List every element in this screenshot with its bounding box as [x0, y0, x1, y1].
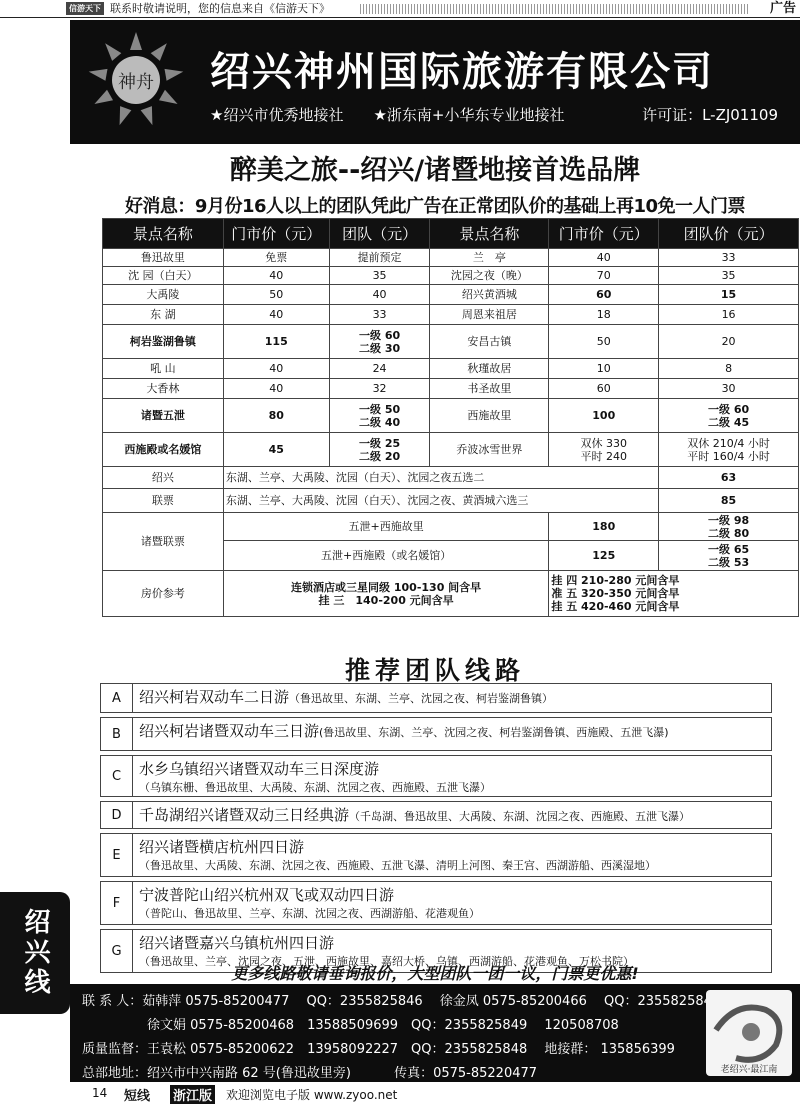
combo-label: 绍兴	[103, 467, 224, 489]
route-letter: D	[101, 802, 133, 828]
company-logo-icon	[88, 30, 184, 134]
table-cell: 40	[223, 267, 329, 285]
table-row	[103, 305, 799, 325]
zhuji-team: 一级 98 二级 80	[659, 513, 799, 541]
route-item	[100, 683, 772, 713]
table-cell: 10	[549, 359, 659, 379]
table-cell: 大香林	[103, 379, 224, 399]
table-row	[103, 379, 799, 399]
page-number: 14	[92, 1086, 108, 1100]
table-cell: 一级 25 二级 20	[329, 433, 430, 467]
table-cell: 秋瑾故居	[430, 359, 549, 379]
edition-badge: 浙江版	[170, 1085, 215, 1104]
table-cell: 一级 60 二级 45	[659, 399, 799, 433]
route-name: 绍兴柯岩诸暨双动车三日游	[139, 722, 320, 740]
table-cell: 40	[223, 379, 329, 399]
route-letter: A	[101, 684, 133, 712]
route-body	[133, 802, 771, 828]
table-cell: 安昌古镇	[430, 325, 549, 359]
company-tagline: ★绍兴市优秀地接社 ★浙东南+小华东专业地接社	[210, 106, 565, 124]
route-name: 绍兴柯岩双动车二日游	[139, 688, 290, 706]
table-cell: 40	[223, 359, 329, 379]
route-list	[100, 683, 772, 977]
route-detail: （鲁迅故里、兰亭、沈园之夜、五泄、西施故里、嘉绍大桥、乌镇、西湖游船、花港观鱼、万松书院）	[139, 955, 634, 968]
svg-text:老绍兴·最江南: 老绍兴·最江南	[720, 1065, 778, 1075]
zhuji-label: 诸暨联票	[103, 513, 224, 571]
table-cell: 45	[223, 433, 329, 467]
table-cell: 40	[223, 305, 329, 325]
table-cell: 33	[329, 305, 430, 325]
route-name: 千岛湖绍兴诸暨双动三日经典游	[139, 806, 350, 824]
zhuji-desc: 五泄+西施殿（或名媛馆）	[223, 541, 549, 571]
table-cell: 书圣故里	[430, 379, 549, 399]
route-item	[100, 801, 772, 829]
page-footer	[0, 1084, 800, 1102]
combo-label: 联票	[103, 489, 224, 513]
section-title: 推荐团队线路	[344, 656, 525, 685]
zhuji-market: 125	[549, 541, 659, 571]
hotel-label: 房价参考	[103, 571, 224, 617]
route-detail: (鲁迅故里、东湖、兰亭、沈园之夜、柯岩鉴湖鲁镇、西施殿、五泄飞瀑)	[319, 726, 669, 739]
combo-desc: 东湖、兰亭、大禹陵、沈园（白天）、沈园之夜五选二	[223, 467, 658, 489]
table-cell: 50	[549, 325, 659, 359]
route-letter: C	[101, 756, 133, 796]
decorative-hatch	[360, 4, 750, 14]
table-cell: 乔波冰雪世界	[430, 433, 549, 467]
route-item	[100, 833, 772, 877]
table-row	[103, 325, 799, 359]
route-item	[100, 755, 772, 797]
table-cell: 吼 山	[103, 359, 224, 379]
contact-line: 总部地址：绍兴市中兴南路 62 号(鲁迅故里旁) 传真：0575-85220477	[82, 1066, 538, 1081]
table-cell: 30	[659, 379, 799, 399]
table-cell: 东 湖	[103, 305, 224, 325]
table-cell: 柯岩鉴湖鲁镇	[103, 325, 224, 359]
promo-news: 好消息：9月份16人以上的团队凭此广告在正常团队价的基础上再10免一人门票	[124, 196, 746, 217]
route-name: 绍兴诸暨嘉兴乌镇杭州四日游	[139, 934, 335, 952]
table-cell: 诸暨五泄	[103, 399, 224, 433]
table-cell: 35	[329, 267, 430, 285]
zhuji-team: 一级 65 二级 53	[659, 541, 799, 571]
table-cell: 40	[549, 249, 659, 267]
svg-text:神舟: 神舟	[118, 72, 154, 93]
table-row	[103, 249, 799, 267]
route-detail: （普陀山、鲁迅故里、兰亭、东湖、沈园之夜、西湖游船、花港观鱼）	[139, 907, 480, 920]
route-name: 绍兴诸暨横店杭州四日游	[139, 838, 305, 856]
combo-row	[103, 467, 799, 489]
route-item	[100, 717, 772, 751]
zhuji-row	[103, 513, 799, 541]
table-cell: 33	[659, 249, 799, 267]
route-body	[133, 684, 771, 712]
col-header: 景点名称	[430, 219, 549, 249]
table-row	[103, 267, 799, 285]
contact-line: 质量监督：王袁松 0575-85200622 13958092227 QQ：2355825848 地接群： 135856399	[82, 1042, 675, 1057]
table-cell: 周恩来祖居	[430, 305, 549, 325]
route-body	[133, 882, 771, 924]
col-header: 团队（元）	[329, 219, 430, 249]
section-name: 短线	[124, 1089, 151, 1104]
table-cell: 一级 50 二级 40	[329, 399, 430, 433]
table-cell: 60	[549, 285, 659, 305]
table-cell: 35	[659, 267, 799, 285]
table-cell: 24	[329, 359, 430, 379]
table-cell: 兰 亭	[430, 249, 549, 267]
company-name: 绍兴神州国际旅游有限公司	[210, 49, 714, 95]
zhuji-market: 180	[549, 513, 659, 541]
route-name: 宁波普陀山绍兴杭州双飞或双动四日游	[139, 886, 395, 904]
table-cell: 西施殿或名媛馆	[103, 433, 224, 467]
combo-desc: 东湖、兰亭、大禹陵、沈园（白天）、沈园之夜、黄酒城六选三	[223, 489, 658, 513]
hotel-right: 挂 四 210-280 元间含早 准 五 320-350 元间含早 挂 五 420-460 元间含早	[549, 571, 799, 617]
side-tab: 绍兴线	[0, 892, 70, 1014]
col-header: 景点名称	[103, 219, 224, 249]
col-header: 团队价（元）	[659, 219, 799, 249]
route-letter: B	[101, 718, 133, 750]
table-cell: 双休 210/4 小时 平时 160/4 小时	[659, 433, 799, 467]
publisher-logo: 信游天下	[66, 2, 104, 15]
table-cell: 双休 330 平时 240	[549, 433, 659, 467]
table-cell: 绍兴黄酒城	[430, 285, 549, 305]
table-cell: 免票	[223, 249, 329, 267]
route-body	[133, 718, 771, 750]
more-info-text: 更多线路敬请垂询报价，大型团队一团一议，门票更优惠!	[231, 964, 639, 983]
combo-price: 63	[659, 467, 799, 489]
zhuji-desc: 五泄+西施故里	[223, 513, 549, 541]
table-cell: 20	[659, 325, 799, 359]
hotel-left: 连锁酒店或三星同级 100-130 间含早 挂 三 140-200 元间含早	[223, 571, 549, 617]
hotel-row	[103, 571, 799, 617]
table-row	[103, 285, 799, 305]
license-number: 许可证：L-ZJ01109	[642, 106, 778, 124]
table-cell: 100	[549, 399, 659, 433]
route-letter: G	[101, 930, 133, 972]
route-detail: （千岛湖、鲁迅故里、大禹陵、东湖、沈园之夜、西施殿、五泄飞瀑）	[349, 810, 691, 823]
table-cell: 大禹陵	[103, 285, 224, 305]
route-detail: （乌镇东栅、鲁迅故里、大禹陵、东湖、沈园之夜、西施殿、五泄飞瀑）	[139, 781, 491, 794]
table-cell: 18	[549, 305, 659, 325]
route-body	[133, 834, 771, 876]
ad-label: 广告	[769, 1, 796, 16]
route-detail: （鲁迅故里、大禹陵、东湖、沈园之夜、西施殿、五泄飞瀑、清明上河图、秦王宫、西湖游船、西溪湿地）	[139, 859, 656, 872]
table-cell: 115	[223, 325, 329, 359]
table-cell: 40	[329, 285, 430, 305]
top-message: 联系时敬请说明，您的信息来自《信游天下》	[110, 2, 330, 15]
table-cell: 一级 60 二级 30	[329, 325, 430, 359]
table-row	[103, 399, 799, 433]
table-cell: 16	[659, 305, 799, 325]
route-item	[100, 881, 772, 925]
table-cell: 沈 园（白天）	[103, 267, 224, 285]
company-header	[70, 20, 800, 144]
table-cell: 8	[659, 359, 799, 379]
website-link[interactable]: 欢迎浏览电子版 www.zyoo.net	[226, 1088, 398, 1102]
combo-row	[103, 489, 799, 513]
col-header: 门市价（元）	[223, 219, 329, 249]
table-cell: 沈园之夜（晚）	[430, 267, 549, 285]
shaoxing-art-icon	[706, 990, 792, 1076]
route-name: 水乡乌镇绍兴诸暨双动车三日深度游	[139, 760, 380, 778]
col-header: 门市价（元）	[549, 219, 659, 249]
route-detail: （鲁迅故里、东湖、兰亭、沈园之夜、柯岩鉴湖鲁镇）	[289, 692, 554, 705]
table-cell: 32	[329, 379, 430, 399]
table-cell: 50	[223, 285, 329, 305]
table-cell: 60	[549, 379, 659, 399]
table-cell: 80	[223, 399, 329, 433]
route-body	[133, 756, 771, 796]
table-cell: 15	[659, 285, 799, 305]
slogan: 醉美之旅--绍兴/诸暨地接首选品牌	[229, 155, 641, 186]
table-cell: 提前预定	[329, 249, 430, 267]
route-letter: F	[101, 882, 133, 924]
price-table	[102, 218, 799, 617]
contact-line: 联 系 人：茹韩萍 0575-85200477 QQ：2355825846 徐金凤 0575-85200466 QQ：2355825847	[82, 994, 721, 1009]
table-cell: 70	[549, 267, 659, 285]
contact-line: 徐文娟 0575-85200468 13588509699 QQ：2355825849 120508708	[82, 1018, 619, 1033]
table-row	[103, 359, 799, 379]
top-bar	[0, 0, 800, 18]
combo-price: 85	[659, 489, 799, 513]
table-row	[103, 433, 799, 467]
contact-block	[70, 984, 800, 1082]
route-letter: E	[101, 834, 133, 876]
table-header-row	[103, 219, 799, 249]
table-cell: 西施故里	[430, 399, 549, 433]
table-cell: 鲁迅故里	[103, 249, 224, 267]
